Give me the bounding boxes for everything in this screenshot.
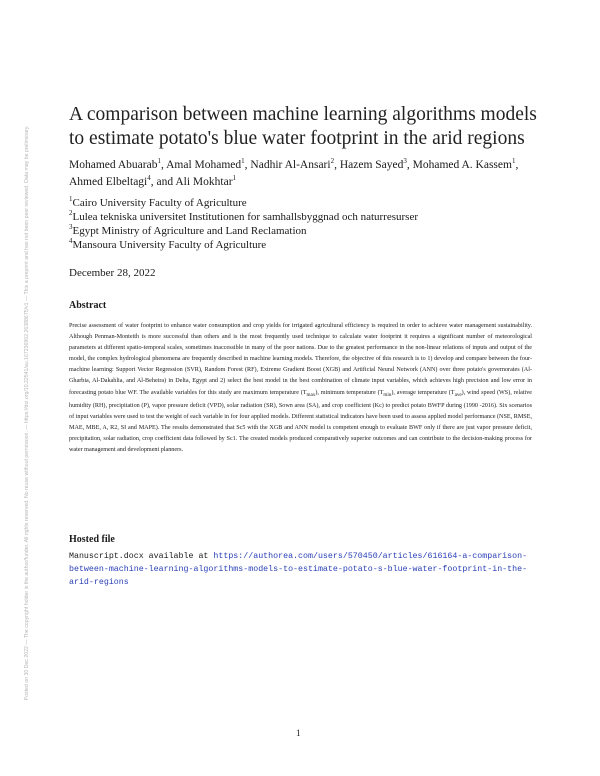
subscript: min: [383, 391, 392, 398]
affiliation-mark: 1: [69, 195, 73, 203]
author: [175, 176, 236, 188]
author-list: [69, 157, 539, 191]
author-name: Mohamed Abuarab: [69, 159, 158, 171]
abstract-part: ), minimum temperature (T: [315, 389, 384, 396]
affiliation: [69, 210, 539, 224]
author: [166, 159, 245, 171]
author-separator: ,: [244, 159, 251, 171]
abstract-text: [69, 321, 532, 456]
margin-note-text: Posted on 30 Dec 2022 — The copyright holder is the author/funder. All rights reserved. No reuse without permission. — https://doi.org/10.22541/au.167236962.26388675/v1 — This a preprint and has not been peer reviewed. Data may be preliminary.: [24, 125, 30, 701]
subscript: ave: [454, 391, 462, 398]
author-name: Nadhir Al-Ansari: [250, 159, 331, 171]
author-separator: , and: [150, 176, 176, 188]
affiliation-text: Lulea tekniska universitet Institutionen for samhallsbyggnad och naturresurser: [72, 211, 418, 223]
affiliation-text: Egypt Ministry of Agriculture and Land Reclamation: [72, 225, 307, 237]
author-separator: ,: [334, 159, 340, 171]
hosted-file-prefix: Manuscript.docx available at: [69, 552, 214, 561]
affiliation: [69, 238, 539, 252]
abstract-part: Precise assessment of water footprint to enhance water consumption and crop yields for irrigated agricultural efficiency is required in order to achieve water management sustainability. Although Penman-Monteith is more successful than others and is the most frequently used technique to calculate water footprint it requires a significant number of meteorological parameters at different spatio-temporal scales, sometimes inaccessible in many of the poor nations. Due to the greatest performance in the non-linear relations of inputs and output of the model, the complex hydrological phenomena are frequently described in machine learning models. Therefore, the objective of this research is to 1) develop and compare between the four-machine learning: Support Vector Regression (SVR), Random Forest (RF), Extreme Gradient Boost (XGB) and Artificial Neural Network (ANN) over three potato's governorates (Al-Gharbia, Al-Dakahlia, and Al-Beheira) in Delta, Egypt and 2) select the best model in the best combination of climate input variables, which achieves high precision and low error in forecasting potato blue WF. The available variables for this study are maximum temperature (T: [69, 323, 532, 396]
subscript: max: [306, 391, 316, 398]
hosted-file-heading: Hosted file: [69, 534, 115, 545]
author-name: Mohamed A. Kassem: [412, 159, 512, 171]
author: [250, 159, 334, 171]
publication-date: December 28, 2022: [69, 267, 156, 279]
author-affil-mark: 1: [241, 157, 245, 165]
author-separator: ,: [515, 159, 519, 171]
author-name: Hazem Sayed: [339, 159, 404, 171]
author-name: Ahmed Elbeltagi: [69, 176, 148, 188]
abstract-part: ), wind speed (WS), relative humidity (RH), precipitation (P), vapor pressure deficit (VPD), solar radiation (SR), Sown area (SA), and crop coefficient (Kc) to predict potato BWFP during (1990 -2016). Six scenarios of input variables were used to test the weight of each variable in for four applied models. Different statistical indicators have been used to assess applied model performance (NSE, RMSE, MAE, MBE, A, R2, SI and MAPE). The results demonstrated that Sc5 with the XGB and ANN model is competent enough to evaluate BWF only if there are just vapor pressure deficit, precipitation, solar radiation, crop coefficient data followed by Sc1. The created models produced comparatively superior outcomes and can contribute to the decision-making process for water management and development planners.: [69, 389, 533, 454]
affiliation-text: Mansoura University Faculty of Agriculture: [72, 239, 267, 251]
author: [69, 159, 161, 171]
author-separator: ,: [406, 159, 413, 171]
affiliation-text: Cairo University Faculty of Agriculture: [72, 197, 247, 209]
abstract-heading: Abstract: [69, 300, 107, 311]
affiliation-mark: 2: [69, 209, 73, 217]
author-name: Amal Mohamed: [166, 159, 242, 171]
author: [340, 159, 407, 171]
affiliation-mark: 4: [69, 237, 73, 245]
author-affil-mark: 4: [147, 174, 151, 182]
author: [412, 157, 519, 171]
abstract-part: ), average temperature (T: [391, 389, 455, 396]
author-affil-mark: 1: [511, 157, 516, 165]
affiliation: [69, 196, 539, 210]
author-separator: ,: [160, 159, 167, 171]
affiliation: [69, 224, 539, 238]
page-number: 1: [296, 728, 301, 738]
author-affil-mark: 1: [157, 157, 161, 165]
margin-note: [22, 120, 32, 720]
paper-title: A comparison between machine learning algorithms models to estimate potato's blue water footprint in the arid regions: [69, 104, 537, 149]
affiliation-list: [69, 196, 539, 252]
author-affil-mark: 3: [403, 157, 407, 165]
author-affil-mark: 1: [232, 174, 237, 182]
affiliation-mark: 3: [69, 223, 73, 231]
author-name: Ali Mokhtar: [175, 176, 233, 188]
author-affil-mark: 2: [330, 157, 335, 165]
author: [69, 176, 151, 188]
manuscript-link[interactable]: https://authorea.com/users/570450/articles/616164-a-comparison-between-machine-learning-algorithms-models-to-estimate-potato-s-blue-water-footprint-in-the-arid-regions: [69, 552, 528, 587]
hosted-file-text: [69, 550, 539, 589]
